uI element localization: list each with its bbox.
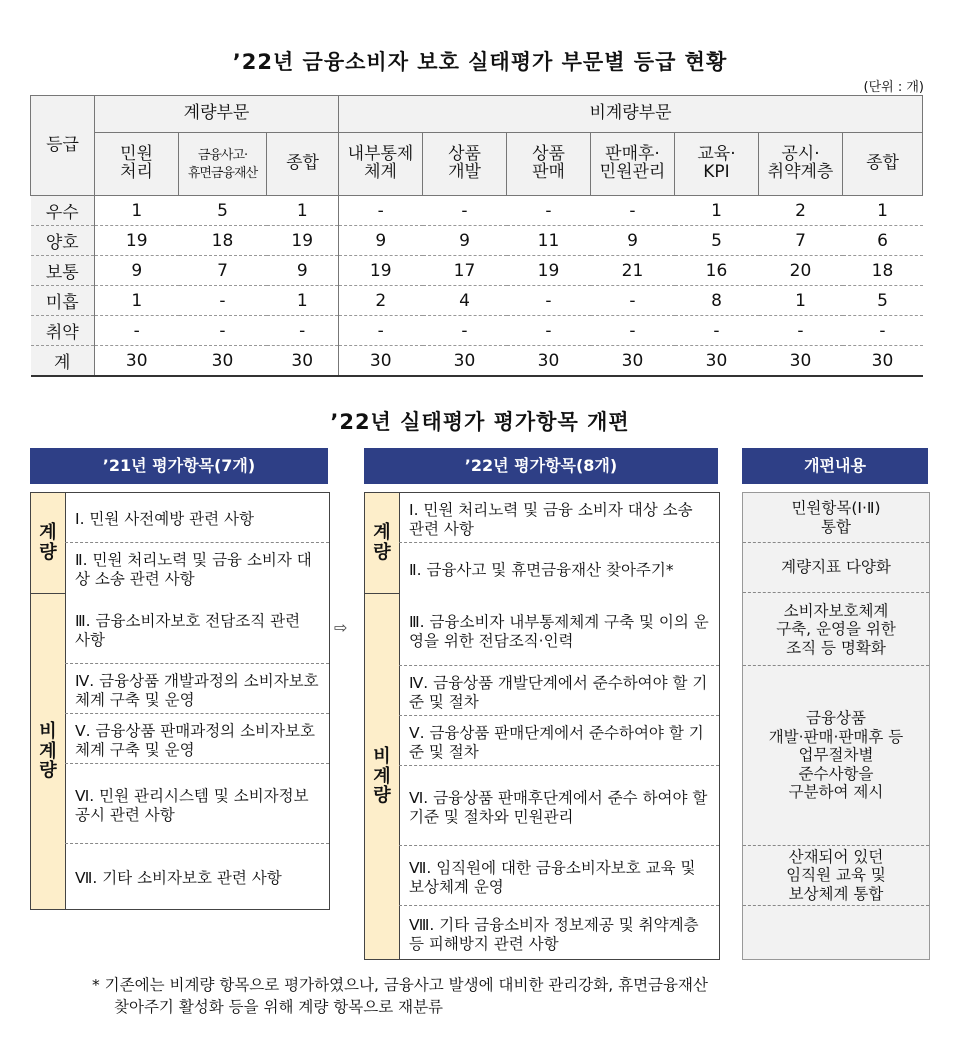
header-changes: 개편내용: [742, 448, 928, 484]
change-item: 민원항목(Ⅰ·Ⅱ) 통합: [743, 493, 929, 543]
row-label: 양호: [31, 226, 95, 256]
table-cell: 21: [591, 256, 675, 286]
table-cell: 5: [675, 226, 759, 256]
header-2022: ’22년 평가항목(8개): [364, 448, 718, 484]
table-cell: 17: [423, 256, 507, 286]
grade-table: [30, 95, 923, 377]
column-header: 상품 판매: [507, 133, 591, 196]
table-row: [31, 316, 923, 346]
row-label: 우수: [31, 196, 95, 226]
item-2022: Ⅳ. 금융상품 개발단계에서 준수하여야 할 기준 및 절차: [399, 666, 719, 716]
nonquant-label-2021: 비 계 량: [31, 594, 66, 909]
table-cell: 9: [95, 256, 179, 286]
item-2022: Ⅷ. 기타 금융소비자 정보제공 및 취약계층 등 피해방지 관련 사항: [409, 915, 699, 953]
panel-2022: [364, 492, 720, 960]
change-item: 소비자보호체계 구축, 운영을 위한 조직 등 명확화: [743, 594, 929, 666]
column-header: 민원 처리: [95, 133, 179, 196]
table-cell: -: [591, 196, 675, 226]
column-header: 공시· 취약계층: [759, 133, 843, 196]
quant-label-2022: 계 량: [365, 493, 400, 594]
item-2022: Ⅲ. 금융소비자 내부통제체계 구축 및 이의 운영을 위한 전담조직·인력: [399, 594, 719, 666]
table-cell: 18: [843, 256, 923, 286]
item-2021: Ⅴ. 금융상품 판매과정의 소비자보호체계 구축 및 운영: [65, 714, 329, 764]
change-item: 산재되어 있던 임직원 교육 및 보상체계 통합: [743, 846, 929, 906]
column-header: 내부통제 체계: [339, 133, 423, 196]
table-cell: 30: [423, 346, 507, 377]
item-2021: Ⅲ. 금융소비자보호 전담조직 관련 사항: [65, 594, 329, 664]
table-cell: 30: [591, 346, 675, 377]
table-cell: 18: [179, 226, 267, 256]
table-cell: 7: [759, 226, 843, 256]
header-2021: ’21년 평가항목(7개): [30, 448, 328, 484]
table-cell: -: [95, 316, 179, 346]
table-cell: 1: [267, 196, 339, 226]
table-cell: -: [507, 286, 591, 316]
table-cell: 19: [339, 256, 423, 286]
table-row: [31, 346, 923, 377]
row-label: 취약: [31, 316, 95, 346]
arrow-icon: ⇨: [334, 618, 348, 637]
table-cell: 2: [339, 286, 423, 316]
item-2021: Ⅰ. 민원 사전예방 관련 사항: [65, 493, 329, 543]
item-2021: Ⅳ. 금융상품 개발과정의 소비자보호체계 구축 및 운영: [65, 664, 329, 714]
table-cell: 1: [675, 196, 759, 226]
table-row: [31, 196, 923, 226]
table-cell: -: [179, 316, 267, 346]
item-2021: Ⅵ. 민원 관리시스템 및 소비자정보 공시 관련 사항: [65, 764, 329, 844]
item-2022: Ⅴ. 금융상품 판매단계에서 준수하여야 할 기준 및 절차: [399, 716, 719, 766]
change-item: 계량지표 다양화: [743, 543, 929, 593]
panel-changes: [742, 492, 930, 960]
table-cell: -: [507, 316, 591, 346]
table-cell: 19: [507, 256, 591, 286]
table-cell: 19: [267, 226, 339, 256]
table-cell: 1: [267, 286, 339, 316]
footnote-line1: * 기존에는 비계량 항목으로 평가하였으나, 금융사고 발생에 대비한 관리강화, 휴면금융재산: [92, 976, 708, 994]
table-cell: 2: [759, 196, 843, 226]
column-header: 금융사고· 휴면금융재산: [179, 133, 267, 196]
item-2022: Ⅵ. 금융상품 판매후단계에서 준수 하여야 할 기준 및 절차와 민원관리: [399, 766, 719, 846]
table-cell: -: [179, 286, 267, 316]
table-cell: 30: [95, 346, 179, 377]
table-cell: 9: [423, 226, 507, 256]
table-cell: 1: [95, 286, 179, 316]
nonquant-group-header: 비계량부문: [339, 96, 923, 133]
table-cell: 30: [267, 346, 339, 377]
table-cell: 16: [675, 256, 759, 286]
table-cell: 9: [267, 256, 339, 286]
table-cell: -: [423, 316, 507, 346]
table-cell: 11: [507, 226, 591, 256]
table-cell: -: [339, 316, 423, 346]
column-header: 상품 개발: [423, 133, 507, 196]
table-cell: 30: [507, 346, 591, 377]
grade-header: 등급: [31, 96, 95, 196]
table-row: [31, 226, 923, 256]
table-cell: 6: [843, 226, 923, 256]
grade-table-title: ’22년 금융소비자 보호 실태평가 부문별 등급 현황: [232, 50, 728, 74]
table-cell: 20: [759, 256, 843, 286]
table-cell: -: [267, 316, 339, 346]
item-2022: Ⅱ. 금융사고 및 휴면금융재산 찾아주기*: [409, 560, 674, 579]
column-header: 종합: [267, 133, 339, 196]
footnote: [92, 974, 932, 1019]
table-cell: -: [675, 316, 759, 346]
column-header: 교육· KPI: [675, 133, 759, 196]
item-2021: Ⅱ. 민원 처리노력 및 금융 소비자 대상 소송 관련 사항: [75, 551, 312, 588]
table-cell: 9: [591, 226, 675, 256]
table-cell: 8: [675, 286, 759, 316]
column-header: 판매후· 민원관리: [591, 133, 675, 196]
reform-title: ’22년 실태평가 평가항목 개편: [330, 410, 630, 434]
row-label: 보통: [31, 256, 95, 286]
table-row: [31, 256, 923, 286]
table-cell: -: [759, 316, 843, 346]
table-cell: -: [591, 316, 675, 346]
row-label: 미흡: [31, 286, 95, 316]
table-cell: 19: [95, 226, 179, 256]
table-cell: 1: [759, 286, 843, 316]
table-cell: 1: [95, 196, 179, 226]
table-cell: 30: [759, 346, 843, 377]
table-cell: 1: [843, 196, 923, 226]
table-cell: 5: [843, 286, 923, 316]
change-item: [743, 906, 929, 959]
table-cell: 7: [179, 256, 267, 286]
row-label: 계: [31, 346, 95, 377]
table-cell: -: [339, 196, 423, 226]
unit-label: (단위 : 개): [863, 80, 924, 95]
table-cell: 30: [179, 346, 267, 377]
quant-group-header: 계량부문: [95, 96, 339, 133]
table-cell: -: [843, 316, 923, 346]
quant-label-2021: 계 량: [31, 493, 66, 594]
table-cell: -: [507, 196, 591, 226]
table-cell: 4: [423, 286, 507, 316]
table-cell: 5: [179, 196, 267, 226]
table-cell: 30: [843, 346, 923, 377]
table-cell: -: [591, 286, 675, 316]
table-cell: -: [423, 196, 507, 226]
item-2021: Ⅶ. 기타 소비자보호 관련 사항: [75, 869, 282, 888]
nonquant-label-2022: 비 계 량: [365, 594, 400, 959]
change-item: 금융상품 개발·판매·판매후 등 업무절차별 준수사항을 구분하여 제시: [743, 666, 929, 846]
table-cell: 9: [339, 226, 423, 256]
table-row: [31, 286, 923, 316]
item-2022: Ⅰ. 민원 처리노력 및 금융 소비자 대상 소송 관련 사항: [399, 493, 719, 543]
panel-2021: [30, 492, 330, 910]
footnote-line2: 찾아주기 활성화 등을 위해 계량 항목으로 재분류: [114, 998, 444, 1017]
table-cell: 30: [675, 346, 759, 377]
item-2022: Ⅶ. 임직원에 대한 금융소비자보호 교육 및 보상체계 운영: [399, 846, 719, 906]
column-header: 종합: [843, 133, 923, 196]
table-cell: 30: [339, 346, 423, 377]
